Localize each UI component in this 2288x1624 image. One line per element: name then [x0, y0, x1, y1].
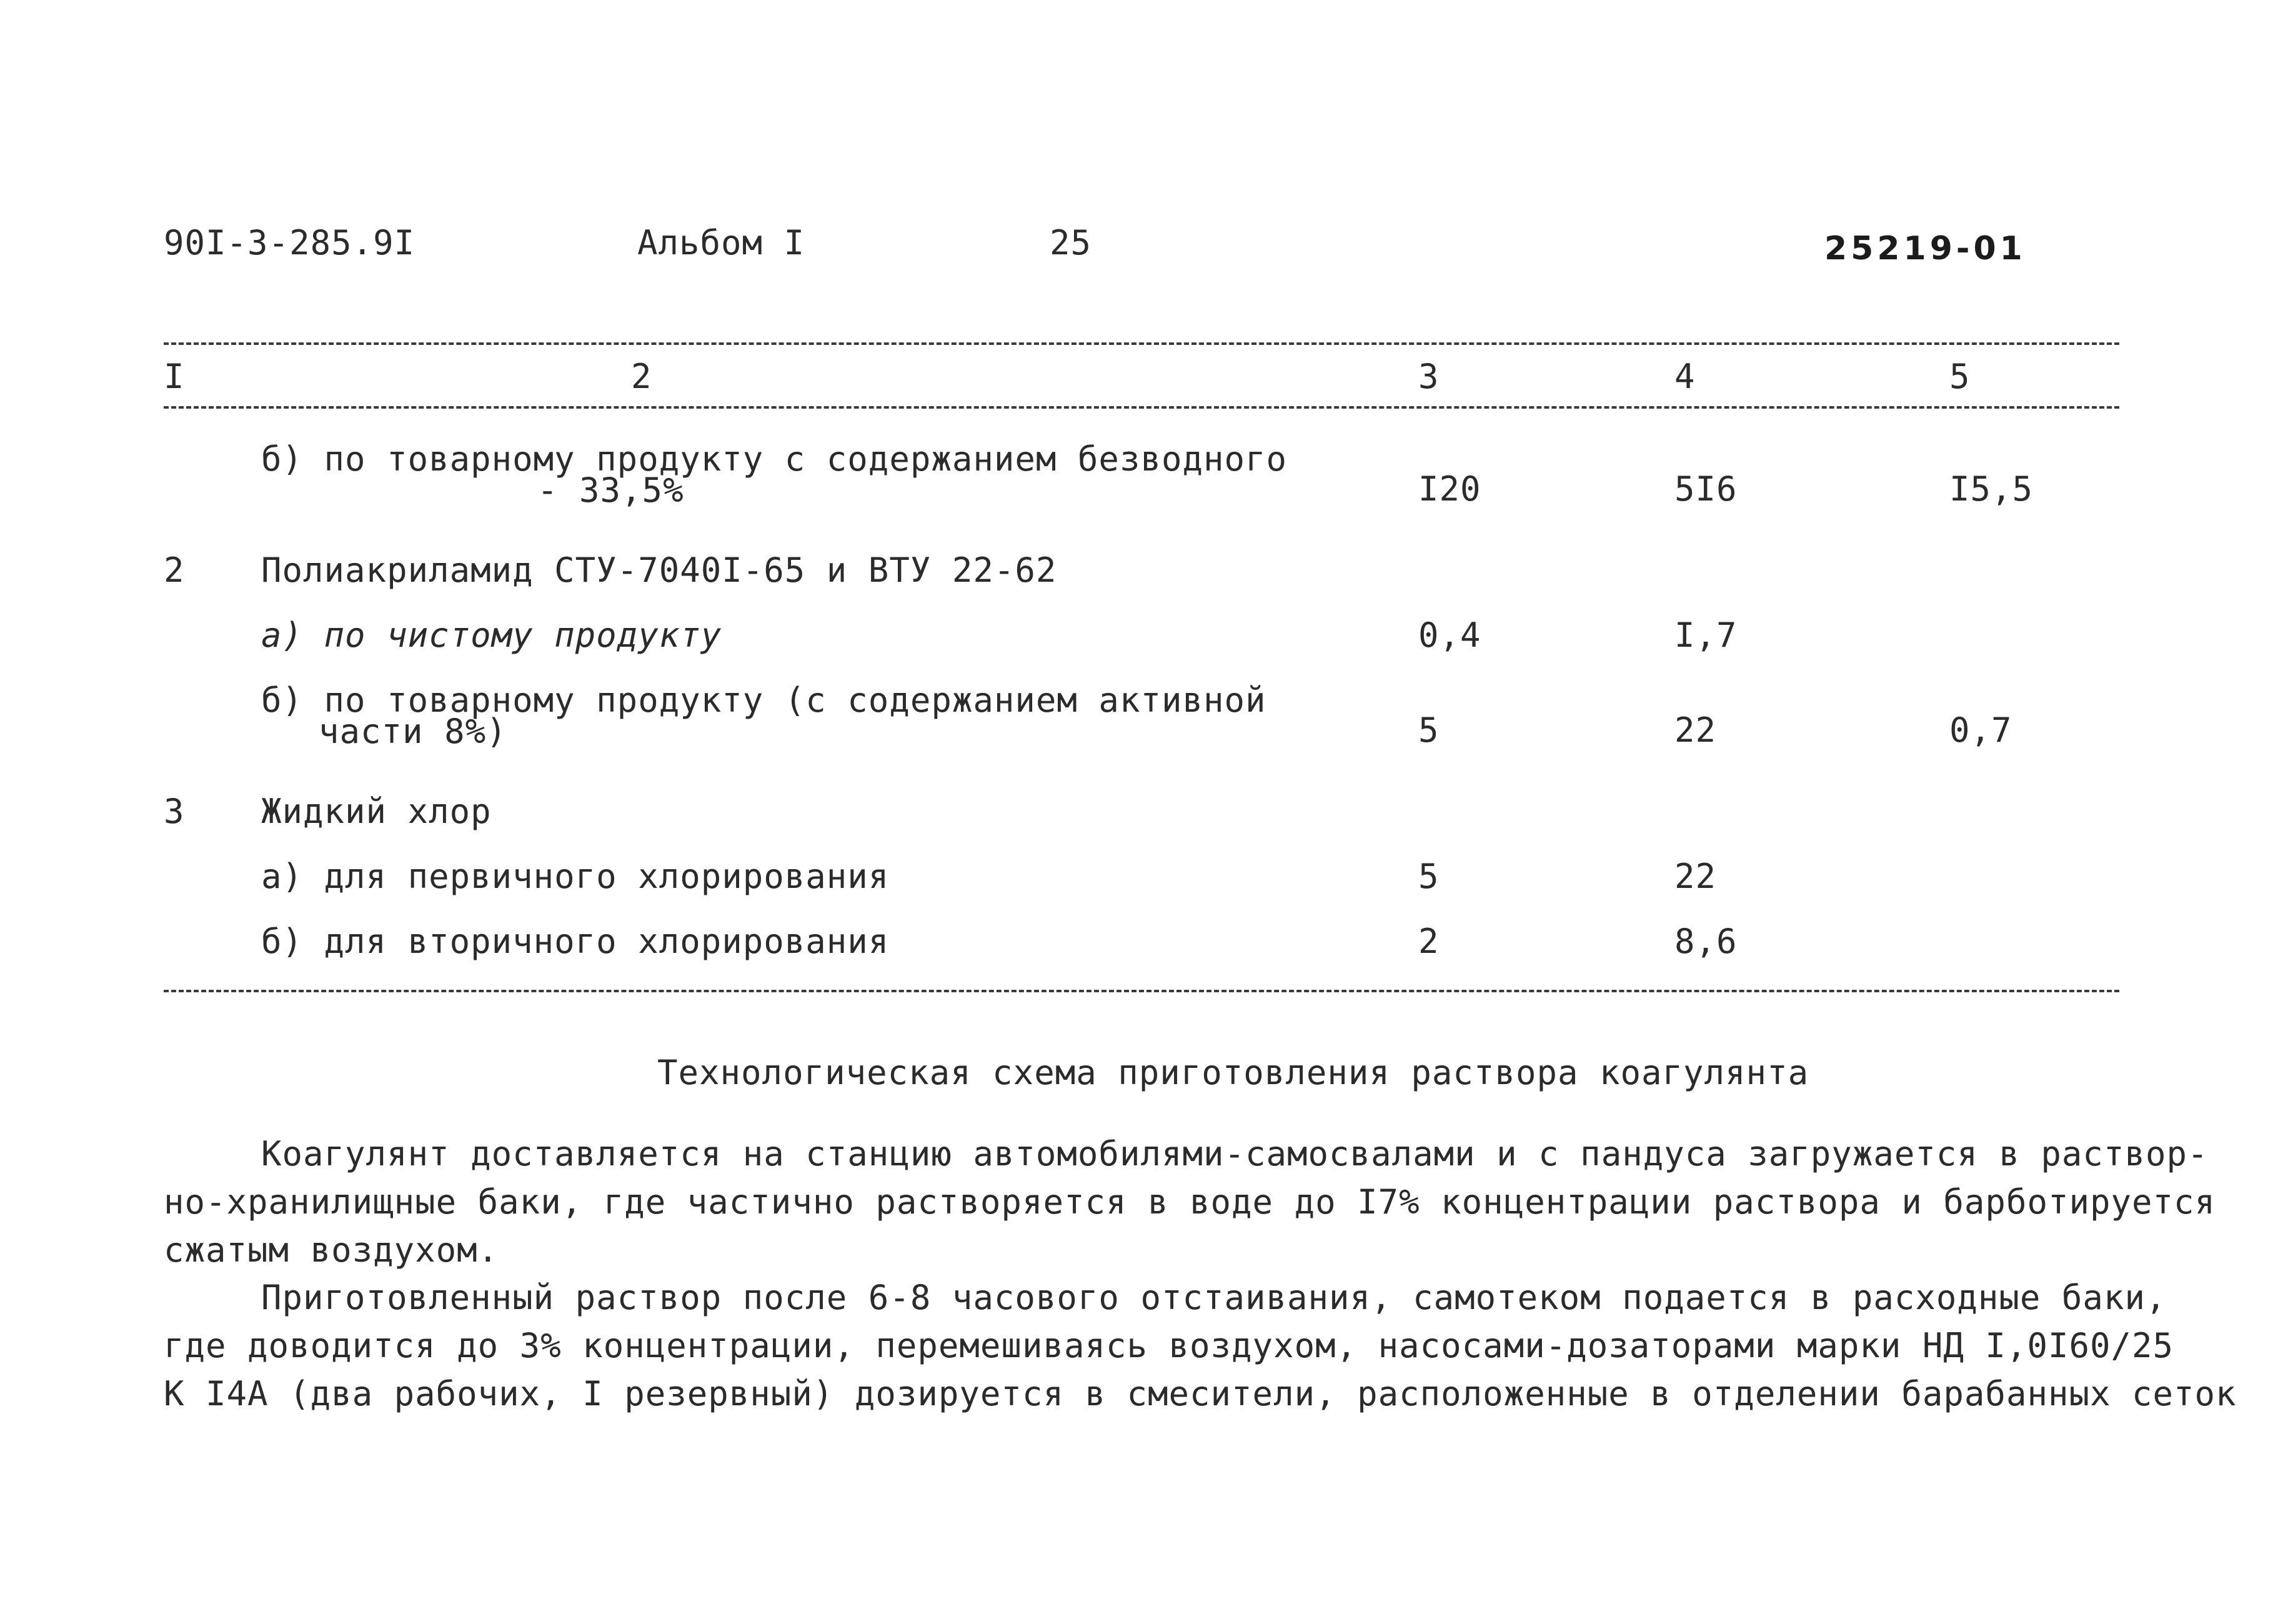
column-header-3: 3 — [1418, 357, 1440, 396]
table-row-6-col4: 22 — [1674, 857, 1717, 896]
table-row-4-name-line2: части 8%) — [319, 712, 507, 751]
table-rule-header — [164, 406, 2119, 409]
table-row-1-name-line1: б) по товарному продукту с содержанием безводного — [261, 439, 1288, 479]
table-row-3-col4: I,7 — [1674, 615, 1738, 655]
table-row-7-name: б) для вторичного хлорирования — [261, 922, 890, 961]
table-row-4-col3: 5 — [1418, 710, 1440, 750]
paragraph-2 — [164, 1273, 2237, 1418]
column-header-2: 2 — [631, 357, 652, 396]
inventory-number: 25219-01 — [1824, 230, 2026, 267]
table-row-7-col4: 8,6 — [1674, 922, 1738, 961]
table-row-2-name: Полиакриламид СТУ-7040I-65 и ВТУ 22-62 — [261, 550, 1057, 590]
table-row-4-col5: 0,7 — [1949, 710, 2012, 750]
column-header-4: 4 — [1674, 357, 1696, 396]
table-row-5-num: 3 — [164, 792, 185, 831]
paragraph-1 — [164, 1130, 2216, 1274]
paragraph-2-line-2: где доводится до 3% концентрации, перемешиваясь воздухом, насосами-дозаторами марки НД I,0I60/25 — [164, 1326, 2174, 1365]
table-row-3-col3: 0,4 — [1418, 615, 1481, 655]
paragraph-1-line-2: но-хранилищные баки, где частично растворяется в воде до I7% концентрации раствора и барботируется — [164, 1182, 2216, 1222]
paragraph-1-line-1: Коагулянт доставляется на станцию автомобилями-самосвалами и с пандуса загружается в раствор- — [261, 1134, 2209, 1173]
table-row-1-col4: 5I6 — [1674, 469, 1738, 509]
doc-code: 90I-3-285.9I — [164, 223, 415, 262]
table-row-4-col4: 22 — [1674, 710, 1717, 750]
table-rule-bottom — [164, 990, 2119, 992]
table-row-2-num: 2 — [164, 550, 185, 590]
table-row-1-col5: I5,5 — [1949, 469, 2034, 509]
page-number: 25 — [1050, 223, 1092, 262]
paragraph-1-line-3: сжатым воздухом. — [164, 1230, 499, 1270]
table-row-7-col3: 2 — [1418, 922, 1440, 961]
table-row-1-name-line2: - 33,5% — [537, 471, 684, 510]
column-header-1: I — [164, 357, 185, 396]
column-header-5: 5 — [1949, 357, 1971, 396]
table-rule-top — [164, 342, 2119, 345]
section-title: Технологическая схема приготовления раствора коагулянта — [657, 1053, 1809, 1092]
table-row-1-col3: I20 — [1418, 469, 1481, 509]
paragraph-2-line-1: Приготовленный раствор после 6-8 часового отстаивания, самотеком подается в расходные баки, — [261, 1278, 2167, 1317]
paragraph-2-line-3: К I4А (два рабочих, I резервный) дозируется в смесители, расположенные в отделении барабанных сеток — [164, 1374, 2237, 1413]
table-row-5-name: Жидкий хлор — [261, 792, 492, 831]
table-row-6-col3: 5 — [1418, 857, 1440, 896]
album-label: Альбом I — [637, 223, 805, 262]
table-row-3-name: а) по чистому продукту — [261, 615, 722, 655]
table-row-4-name-line1: б) по товарному продукту (с содержанием активной — [261, 680, 1266, 720]
table-row-6-name: а) для первичного хлорирования — [261, 857, 890, 896]
